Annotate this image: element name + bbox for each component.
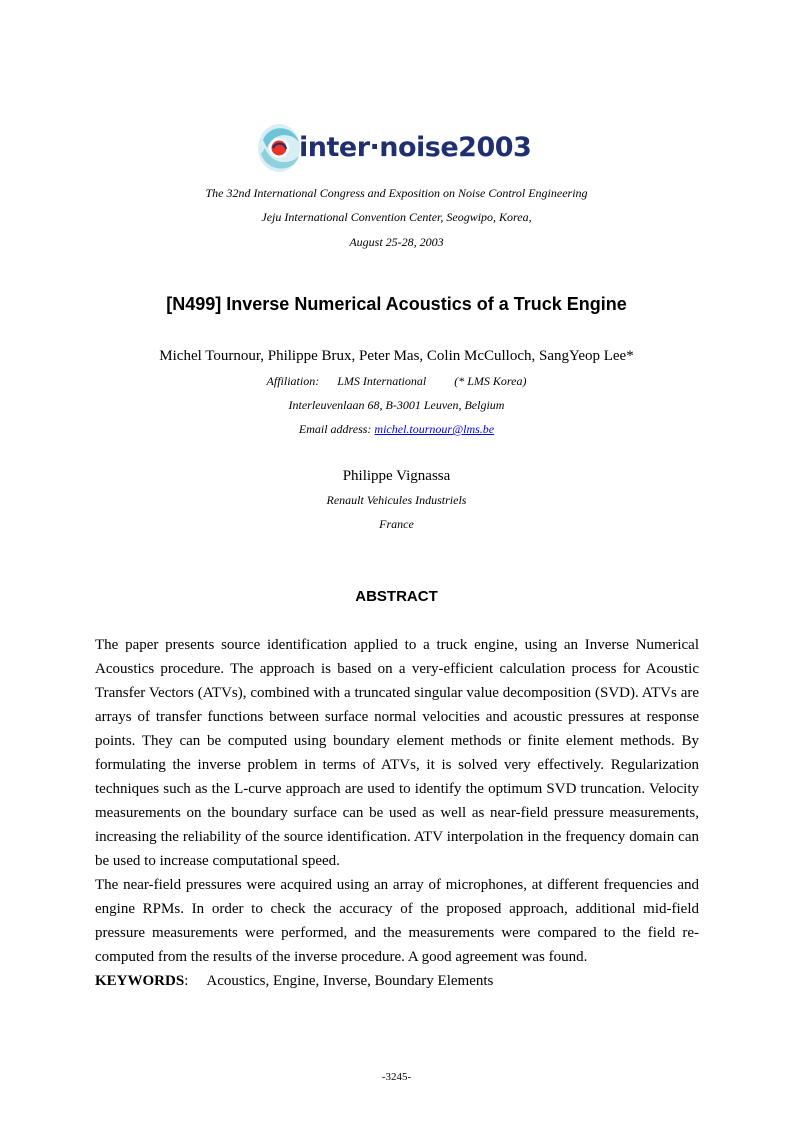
- second-author: Philippe Vignassa: [342, 468, 451, 484]
- keywords-value: Acoustics, Engine, Inverse, Boundary Elements: [206, 973, 494, 989]
- abstract-paragraph-2: The near-field pressures were acquired using an array of microphones, at different frequencies and engine RPMs. In order to check the accuracy of the proposed approach, additional mid-field pressure measurements were performed, and the measurements were compared to the field re-computed from the results of the inverse procedure. A good agreement was found.: [95, 877, 699, 965]
- email-label: Email address:: [298, 422, 372, 436]
- abstract-heading: ABSTRACT: [355, 588, 438, 605]
- author-list: Michel Tournour, Philippe Brux, Peter Mas, Colin McCulloch, SangYeop Lee*: [159, 348, 634, 364]
- paper-title: [N499] Inverse Numerical Acoustics of a Truck Engine: [166, 294, 627, 314]
- abstract-paragraph-1: The paper presents source identification applied to a truck engine, using an Inverse Numerical Acoustics procedure. The approach is based on a very-efficient calculation process for Acoustic Transfer Vectors (ATVs), combined with a truncated singular value decomposition (SVD). ATVs are arrays of transfer functions between surface normal velocities and acoustic pressures at response points. They can be computed using boundary element methods or finite element methods. By formulating the inverse problem in terms of ATVs, it is solved very effectively. Regularization techniques such as the L-curve approach are used to identify the optimum SVD truncation. Velocity measurements on the boundary surface can be used as well as near-field pressure measurements, increasing the reliability of the source identification. ATV interpolation in the frequency domain can be used to increase computational speed.: [95, 637, 699, 869]
- email-line: [0, 422, 793, 437]
- second-author-country: France: [379, 517, 414, 531]
- keywords-line: KEYWORDS: Acoustics, Engine, Inverse, Boundary Elements: [95, 973, 494, 989]
- keywords-label: KEYWORDS: [95, 973, 185, 989]
- logo-wordmark: inter·noise2003: [299, 132, 532, 163]
- abstract-body: [95, 633, 699, 993]
- email-link[interactable]: michel.tournour@lms.be: [374, 422, 495, 436]
- affiliation-label: Affiliation:: [266, 374, 320, 388]
- venue-line: Jeju International Convention Center, Seogwipo, Korea,: [261, 210, 532, 224]
- affiliation-note: (* LMS Korea): [454, 374, 527, 388]
- page-number: -3245-: [381, 1071, 412, 1083]
- affiliation-line: [0, 374, 793, 389]
- swirl-icon: [255, 118, 303, 178]
- congress-line: The 32nd International Congress and Exposition on Noise Control Engineering: [205, 186, 588, 200]
- conference-logo: [255, 118, 545, 178]
- dates-line: August 25-28, 2003: [349, 235, 444, 249]
- affiliation-value: LMS International: [337, 374, 427, 388]
- second-author-company: Renault Vehicules Industriels: [326, 493, 467, 507]
- address-line: Interleuvenlaan 68, B-3001 Leuven, Belgium: [288, 398, 505, 412]
